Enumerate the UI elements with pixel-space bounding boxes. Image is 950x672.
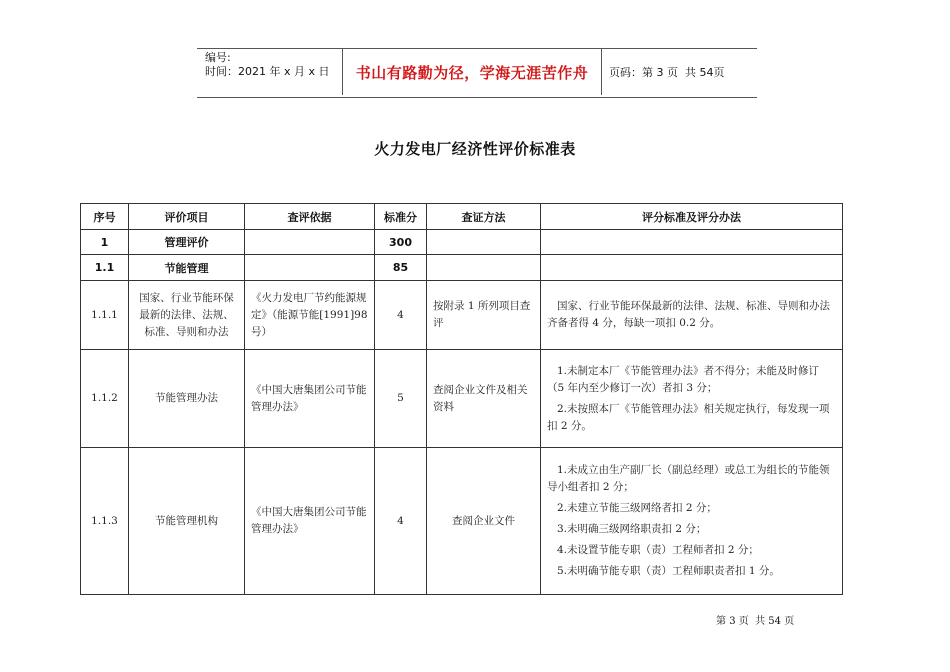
col-header-score: 标准分 [375, 204, 427, 230]
cell-standard [541, 255, 843, 281]
document-title: 火力发电厂经济性评价标准表 [374, 140, 576, 158]
cell-basis: 《火力发电厂节约能源规定》（能源节能[1991]98 号） [245, 281, 375, 350]
evaluation-table [80, 203, 843, 595]
cell-method: 查阅企业文件及相关资料 [427, 350, 541, 448]
table-row [81, 255, 843, 281]
standard-line: 5.未明确节能专职（责）工程师职责者扣 1 分。 [557, 565, 780, 577]
cell-score: 4 [375, 281, 427, 350]
cell-item: 管理评价 [129, 230, 245, 255]
standard-line: 1.未制定本厂《节能管理办法》者不得分；未能及时修订（5 年内至少修订一次）者扣 3 分； [547, 364, 820, 394]
serial-label: 编号: [205, 51, 231, 64]
cell-standard [541, 230, 843, 255]
cell-basis [245, 230, 375, 255]
cell-basis [245, 255, 375, 281]
cell-standard [541, 350, 843, 448]
table-row [81, 230, 843, 255]
cell-method [427, 230, 541, 255]
page-header [197, 48, 757, 98]
standard-line: 国家、行业节能环保最新的法律、法规、标准、导则和办法齐备者得 4 分，每缺一项扣 0.2 分。 [547, 300, 830, 329]
standard-line: 4.未设置节能专职（责）工程师者扣 2 分； [557, 544, 759, 556]
date-label: 时间：2021 年 x 月 x 日 [205, 65, 330, 78]
standard-line: 2.未建立节能三级网络者扣 2 分； [557, 502, 717, 514]
standard-line: 3.未明确三级网络职责扣 2 分； [557, 523, 707, 535]
page-footer: 第 3 页 共 54 页 [716, 616, 795, 627]
cell-item: 节能管理机构 [129, 448, 245, 595]
cell-method: 按附录 1 所列项目查评 [427, 281, 541, 350]
cell-no: 1.1.1 [81, 281, 129, 350]
standard-line: 2.未按照本厂《节能管理办法》相关规定执行，每发现一项扣 2 分。 [547, 402, 830, 432]
cell-method [427, 255, 541, 281]
cell-basis: 《中国大唐集团公司节能管理办法》 [245, 448, 375, 595]
col-header-no: 序号 [81, 204, 129, 230]
col-header-standard: 评分标准及评分办法 [541, 204, 843, 230]
table-row [81, 350, 843, 448]
header-motto: 书山有路勤为径，学海无涯苦作舟 [342, 49, 602, 95]
cell-score: 300 [375, 230, 427, 255]
cell-basis: 《中国大唐集团公司节能管理办法》 [245, 350, 375, 448]
cell-score: 85 [375, 255, 427, 281]
cell-no: 1.1.3 [81, 448, 129, 595]
col-header-basis: 查评依据 [245, 204, 375, 230]
cell-item: 国家、行业节能环保最新的法律、法规、标准、导则和办法 [129, 281, 245, 350]
standard-line: 1.未成立由生产副厂长（副总经理）或总工为组长的节能领导小组者扣 2 分； [547, 464, 830, 493]
cell-score: 4 [375, 448, 427, 595]
cell-standard [541, 281, 843, 350]
cell-method: 查阅企业文件 [427, 448, 541, 595]
table-header-row [81, 204, 843, 230]
header-meta [205, 51, 340, 79]
col-header-method: 查证方法 [427, 204, 541, 230]
cell-no: 1.1.2 [81, 350, 129, 448]
cell-item: 节能管理办法 [129, 350, 245, 448]
table-row [81, 281, 843, 350]
cell-standard [541, 448, 843, 595]
cell-no: 1.1 [81, 255, 129, 281]
cell-no: 1 [81, 230, 129, 255]
table-row [81, 448, 843, 595]
col-header-item: 评价项目 [129, 204, 245, 230]
header-page-number: 页码：第 3 页 共 54 页 [609, 65, 725, 79]
cell-score: 5 [375, 350, 427, 448]
cell-item: 节能管理 [129, 255, 245, 281]
